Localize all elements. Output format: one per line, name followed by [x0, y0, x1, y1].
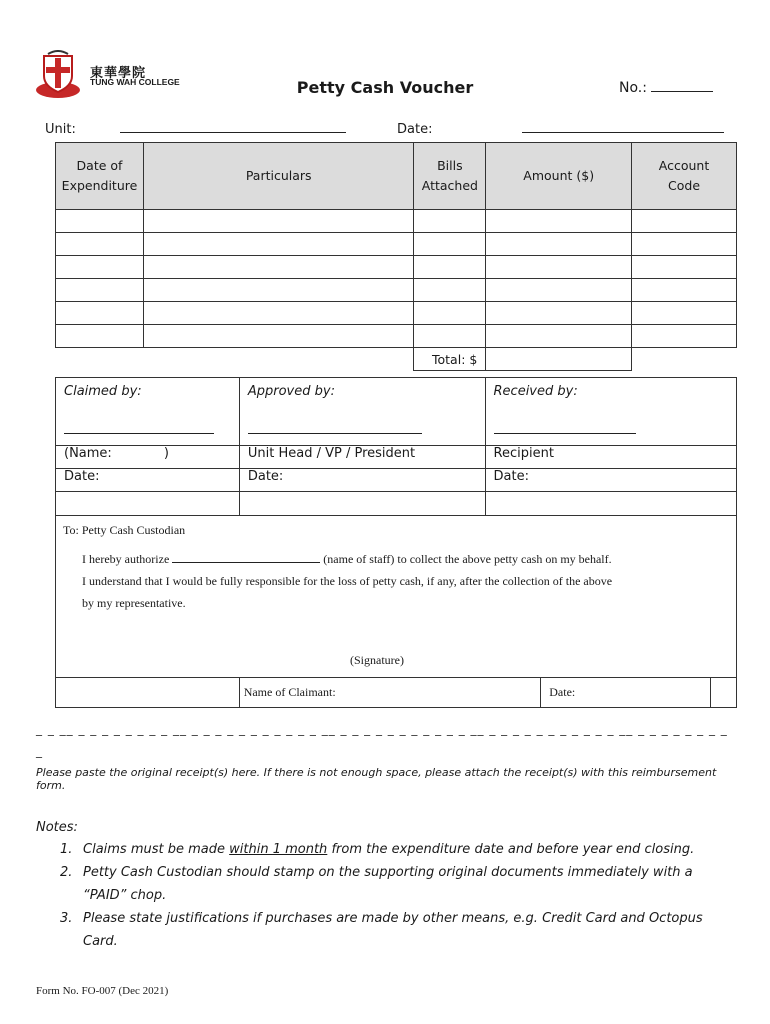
expenditure-table [55, 142, 737, 371]
total-amount[interactable] [486, 348, 632, 371]
claimant-date[interactable]: Date: [541, 678, 711, 708]
claimed-date[interactable]: Date: [56, 469, 240, 492]
approved-by[interactable]: Approved by: [239, 378, 485, 446]
list-item: 1. Claims must be made within 1 month from the expenditure date and before year end closing. [60, 842, 695, 857]
voucher-number[interactable]: No.: [619, 80, 713, 96]
unit-head-label: Unit Head / VP / President [239, 446, 485, 469]
name-of-claimant[interactable]: Name of Claimant: [239, 678, 541, 708]
table-row[interactable] [56, 233, 737, 256]
col-bills: Bills Attached [414, 143, 486, 210]
logo-english-name: TUNG WAH COLLEGE [90, 77, 180, 87]
cut-line: _ _ __ _ _ _ _ _ _ _ _ __ _ _ _ _ _ _ _ _ _ _ _ __ _ _ _ _ _ _ _ _ _ _ _ __ _ _ _ _ _ _ _ _ _ _ _ __ _ _ _ _ _ _ _ _ _ [36, 722, 728, 758]
signature-table [55, 377, 737, 516]
auth-line-1: I hereby authorize (name of staff) to collect the above petty cash on my behalf. [82, 552, 612, 566]
form-number: Form No. FO-007 (Dec 2021) [36, 985, 169, 997]
table-row[interactable] [56, 210, 737, 233]
list-item: 2. Petty Cash Custodian should stamp on the supporting original documents immediately with a “PAID” chop. [60, 865, 693, 903]
date-field[interactable]: Date: [397, 122, 724, 137]
table-row[interactable] [56, 279, 737, 302]
received-by[interactable]: Received by: [485, 378, 736, 446]
signature-label[interactable]: (Signature) [350, 653, 404, 667]
auth-line-2: I understand that I would be fully responsible for the loss of petty cash, if any, after the collection of the above [82, 574, 613, 588]
table-row[interactable] [56, 256, 737, 279]
total-row [56, 348, 737, 371]
auth-line-3: by my representative. [82, 596, 186, 610]
notes-list [36, 838, 716, 953]
claimed-by[interactable]: Claimed by: [56, 378, 240, 446]
claimant-row [55, 677, 737, 708]
unit-field[interactable]: Unit: [45, 122, 346, 137]
auth-to: To: Petty Cash Custodian [63, 523, 186, 537]
list-item: 3. Please state justifications if purchases are made by other means, e.g. Credit Card and Octopus Card. [60, 911, 703, 949]
table-row[interactable] [56, 302, 737, 325]
claimant-name: (Name: ) [56, 446, 240, 469]
col-date: Date of Expenditure [56, 143, 144, 210]
paste-note: Please paste the original receipt(s) here. If there is not enough space, please attach the receipt(s) with this reimbursement form. [36, 766, 717, 792]
logo-chinese-name: 東華學院 [90, 66, 147, 81]
page-title: Petty Cash Voucher [296, 78, 474, 97]
approved-date[interactable]: Date: [239, 469, 485, 492]
received-date[interactable]: Date: [485, 469, 736, 492]
col-particulars: Particulars [143, 143, 413, 210]
col-amount: Amount ($) [486, 143, 632, 210]
total-label: Total: $ [414, 348, 486, 371]
recipient-label: Recipient [485, 446, 736, 469]
notes-heading: Notes: [36, 820, 78, 835]
table-header [56, 143, 737, 210]
authorization-section [55, 516, 737, 678]
col-account-code: Account Code [632, 143, 737, 210]
table-row[interactable] [56, 325, 737, 348]
